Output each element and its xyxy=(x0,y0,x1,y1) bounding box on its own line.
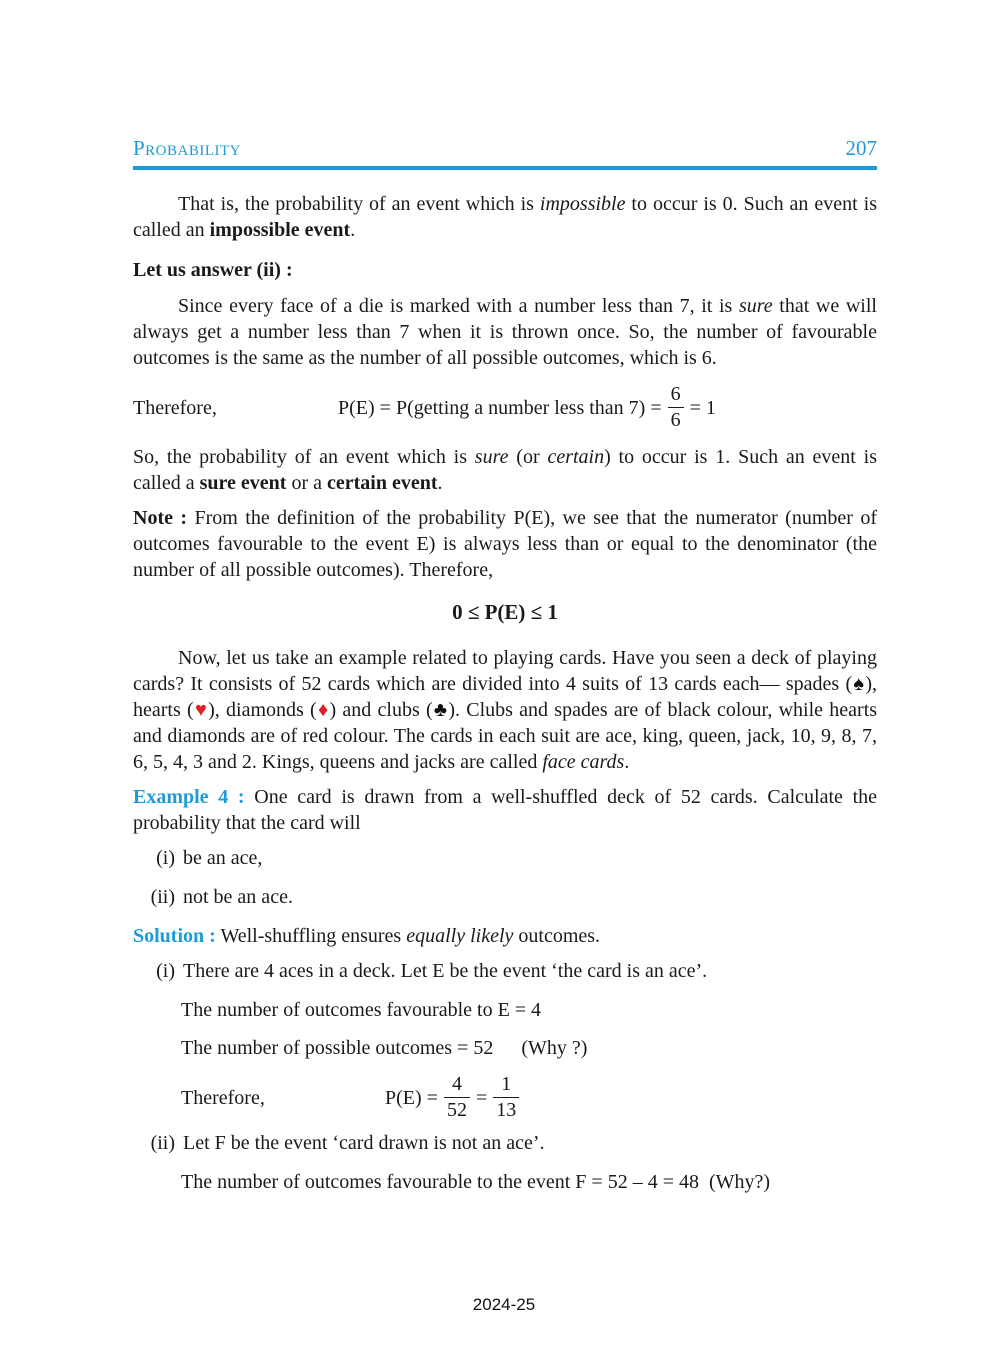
list-marker-i: (i) xyxy=(156,960,175,982)
list-text: Let F be the event ‘card drawn is not an ace’. xyxy=(183,1132,545,1154)
body-text xyxy=(133,191,877,1195)
bold-impossible-event: impossible event xyxy=(209,219,351,241)
text-run: ), hearts ( xyxy=(133,673,878,721)
fraction-denominator: 13 xyxy=(496,1099,517,1121)
text-run: . xyxy=(350,219,356,241)
paragraph-sure-event xyxy=(133,444,877,496)
list-marker-ii: (ii) xyxy=(150,886,175,908)
spade-icon: ♠ xyxy=(852,673,866,695)
club-icon: ♣ xyxy=(432,699,449,721)
solution-ii-line-1 xyxy=(181,1169,877,1195)
equation-lhs: P(E) = P(getting a number less than 7) = xyxy=(338,396,662,419)
text-run: Now, let us take an example related to playing cards. Have you seen a deck of playing cards? It consists of 52 cards which are divided into 4 suits of 13 cards each— spades ( xyxy=(133,647,877,695)
list-text: not be an ace. xyxy=(183,886,293,908)
solution-i-line-2 xyxy=(181,1035,877,1061)
why-note: (Why?) xyxy=(709,1171,771,1193)
diamond-icon: ♦ xyxy=(316,699,330,721)
list-marker-ii: (ii) xyxy=(150,1132,175,1154)
why-note: (Why ?) xyxy=(521,1037,588,1059)
text-run: ). Clubs and spades are of black colour, while hearts and diamonds are of red colour. The cards in each suit are ace, king, queen, jack, 10, 9, 8, 7, 6, 5, 4, 3 and 2. Kings, queens and jacks are called xyxy=(133,699,878,773)
page-footer: 2024-25 xyxy=(472,1295,536,1314)
page-header xyxy=(133,136,877,161)
fraction-4-52 xyxy=(444,1073,470,1122)
text-run: . xyxy=(437,472,443,494)
list-marker-i: (i) xyxy=(156,847,175,869)
equation-die xyxy=(133,383,877,432)
italic-sure: sure xyxy=(738,295,773,317)
solution-label: Solution : xyxy=(133,925,216,947)
page-content xyxy=(133,136,877,1207)
paragraph-example-4 xyxy=(133,784,877,836)
equation-ace-probability xyxy=(181,1073,877,1122)
equation-body xyxy=(385,1073,525,1122)
text-run: or a xyxy=(286,472,328,494)
text-run: One card is drawn from a well-shuffled deck of 52 cards. Calculate the probability that the card will xyxy=(133,786,878,834)
fraction-denominator: 6 xyxy=(670,409,681,431)
header-rule xyxy=(133,166,877,170)
italic-equally-likely: equally likely xyxy=(406,925,514,947)
chapter-title: Probability xyxy=(133,136,242,160)
solution-item-i xyxy=(147,958,877,984)
text-run: Since every face of a die is marked with a number less than 7, it is xyxy=(178,295,739,317)
paragraph-solution xyxy=(133,923,877,949)
text-run: ) and clubs ( xyxy=(329,699,433,721)
text-run: The number of possible outcomes = 52 xyxy=(181,1037,494,1059)
paragraph-impossible-event xyxy=(133,191,877,243)
text-run: . xyxy=(624,751,630,773)
list-text: be an ace, xyxy=(183,847,263,869)
text-run: ), diamonds ( xyxy=(208,699,317,721)
italic-certain: certain xyxy=(547,446,605,468)
equation-lhs: P(E) = xyxy=(385,1086,438,1109)
bold-note-label: Note : xyxy=(133,507,188,529)
text-run: The number of outcomes favourable to the event F = 52 – 4 = 48 xyxy=(181,1171,699,1193)
equation-label: Therefore, xyxy=(181,1086,265,1109)
paragraph-note xyxy=(133,505,877,583)
text-run: ) to occur is 1. Such an event is called a xyxy=(133,446,878,494)
text-run: outcomes. xyxy=(513,925,601,947)
heading-let-us-answer: Let us answer (ii) : xyxy=(133,259,293,281)
example-4-label: Example 4 : xyxy=(133,786,245,808)
list-item-ii xyxy=(147,884,877,910)
fraction-numerator: 1 xyxy=(493,1073,519,1098)
solution-i-line-1: The number of outcomes favourable to E = 4 xyxy=(181,999,542,1021)
bold-sure-event: sure event xyxy=(199,472,287,494)
paragraph-die-sure xyxy=(133,293,877,371)
heart-icon: ♥ xyxy=(193,699,209,721)
page-number: 207 xyxy=(845,136,877,160)
equation-equals: = xyxy=(475,1086,488,1109)
text-run: that we will always get a number less than 7 when it is thrown once. So, the number of favourable outcomes is the same as the number of all possible outcomes, which is 6. xyxy=(133,295,877,369)
paragraph-playing-cards xyxy=(133,645,877,775)
fraction-6-6 xyxy=(668,383,684,432)
text-run: So, the probability of an event which is xyxy=(133,446,475,468)
text-run: Well-shuffling ensures xyxy=(215,925,407,947)
equation-label: Therefore, xyxy=(133,396,217,419)
equation-probability-bounds: 0 ≤ P(E) ≤ 1 xyxy=(452,600,558,624)
equation-rhs: = 1 xyxy=(689,396,716,419)
list-item-i xyxy=(147,845,877,871)
italic-face-cards: face cards xyxy=(542,751,625,773)
solution-item-ii xyxy=(147,1130,877,1156)
fraction-1-13 xyxy=(493,1073,519,1122)
text-run: From the definition of the probability P(E), we see that the numerator (number of outcomes favourable to the event E) is always less than or equal to the denominator (the number of all possible outcomes). Therefore, xyxy=(133,507,878,581)
list-text: There are 4 aces in a deck. Let E be the event ‘the card is an ace’. xyxy=(183,960,708,982)
equation-body xyxy=(338,383,716,432)
bold-certain-event: certain event xyxy=(327,472,438,494)
text-run: to occur is 0. Such an event is called an xyxy=(133,193,877,241)
italic-impossible: impossible xyxy=(539,193,626,215)
fraction-numerator: 4 xyxy=(444,1073,470,1098)
fraction-denominator: 52 xyxy=(446,1099,467,1121)
fraction-numerator: 6 xyxy=(668,383,684,408)
text-run: (or xyxy=(508,446,548,468)
text-run: That is, the probability of an event which is xyxy=(178,193,540,215)
italic-sure: sure xyxy=(474,446,509,468)
